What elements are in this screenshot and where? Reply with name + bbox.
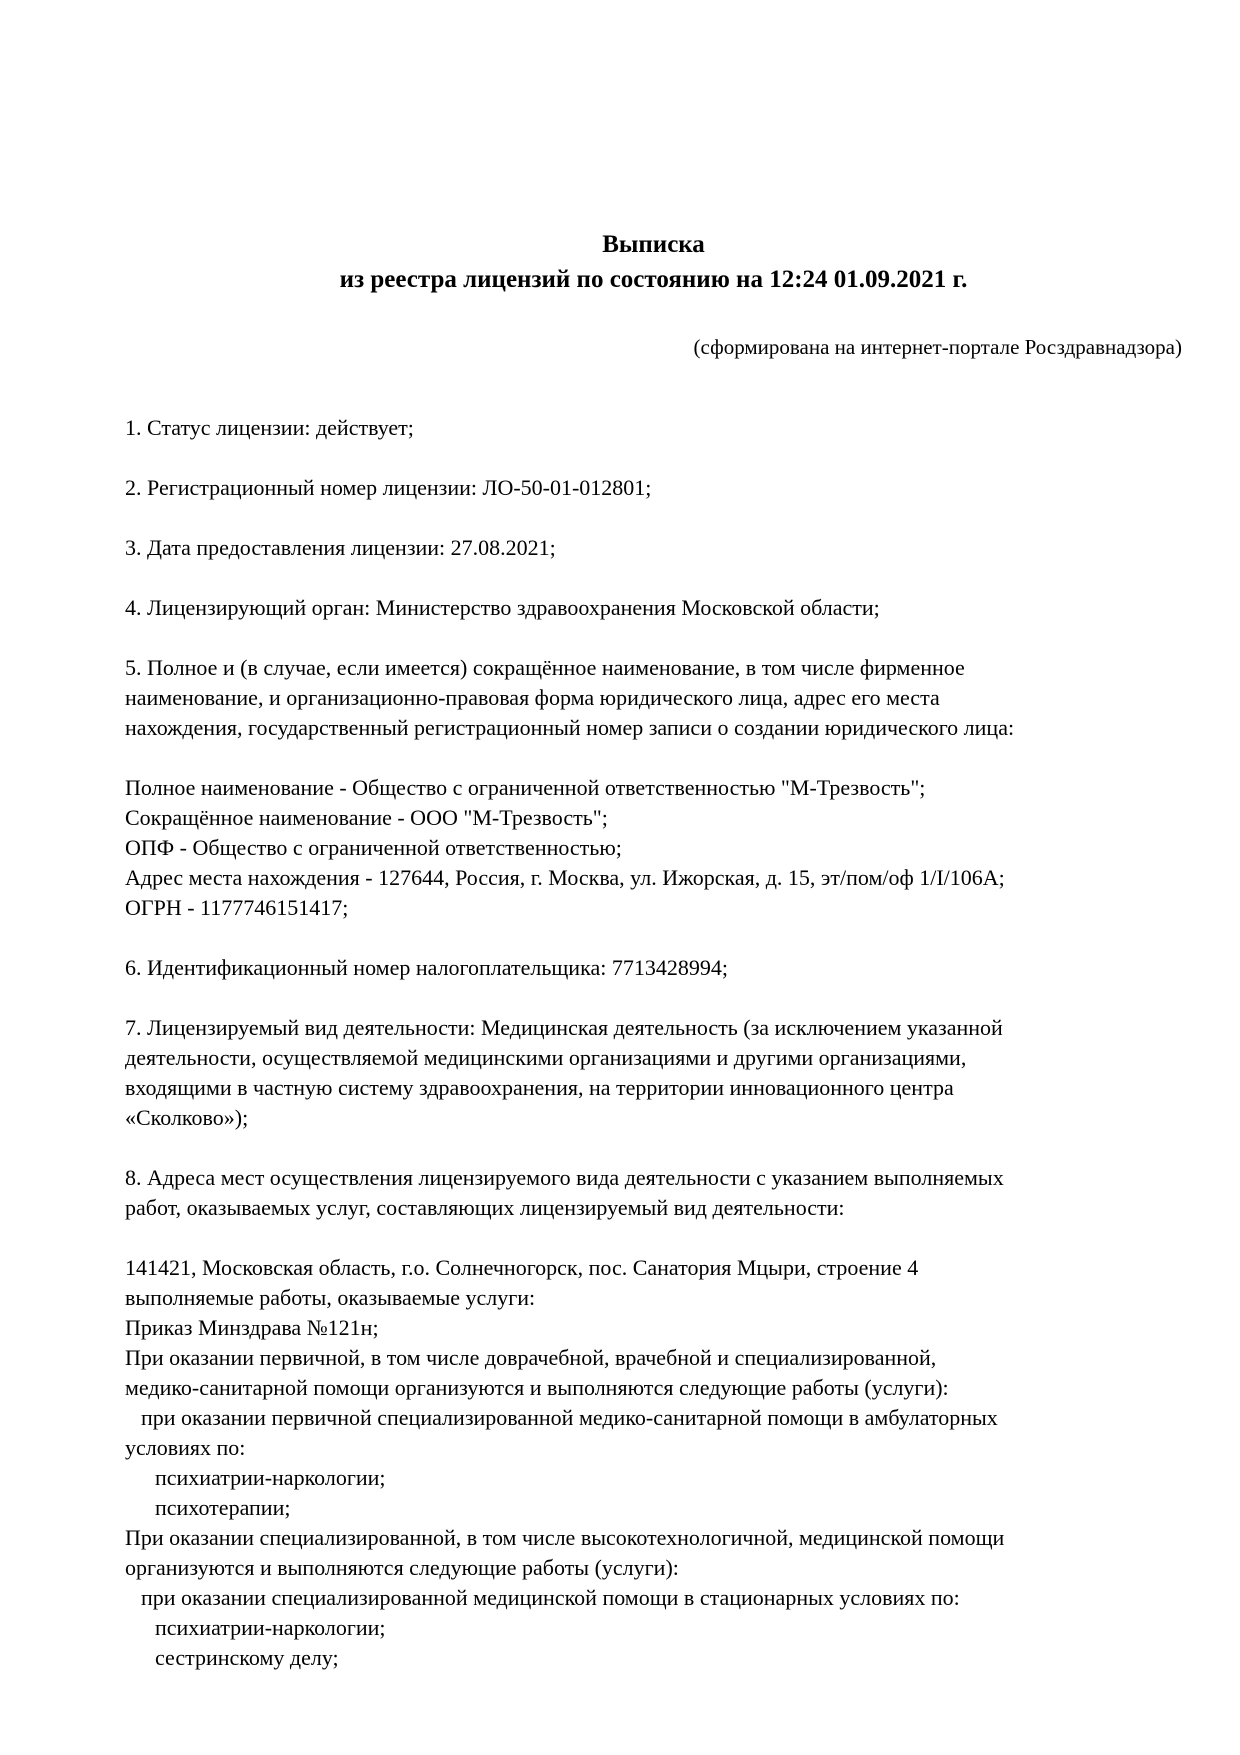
doc-line-item7: деятельности, осуществляемой медицинскими организациями и другими организациями, [125,1045,967,1070]
document-title-line2: из реестра лицензий по состоянию на 12:24 01.09.2021 г. [339,266,968,293]
doc-line-service: психиатрии-наркологии; [155,1465,386,1490]
doc-line-inn: 6. Идентификационный номер налогоплательщика: 7713428994; [125,955,728,980]
doc-line-primary-care: медико-санитарной помощи организуются и выполняются следующие работы (услуги): [125,1375,949,1400]
doc-line-ambulatory: условиях по: [125,1435,246,1460]
doc-line-specialized-care: При оказании специализированной, в том числе высокотехнологичной, медицинской помощи [125,1525,1005,1550]
doc-line-opf: ОПФ - Общество с ограниченной ответственностью; [125,835,622,860]
doc-line-item5: нахождения, государственный регистрационный номер записи о создании юридического лица: [125,715,1015,740]
doc-line-item7: входящими в частную систему здравоохранения, на территории инновационного центра [125,1075,954,1100]
doc-line-specialized-care: организуются и выполняются следующие работы (услуги): [125,1555,679,1580]
document-body [125,413,1182,1673]
doc-line-item7: «Сколково»); [125,1105,249,1130]
doc-line-service: сестринскому делу; [155,1645,339,1670]
doc-line-short-name: Сокращённое наименование - ООО "М-Трезвость"; [125,805,608,830]
doc-line-service: психиатрии-наркологии; [155,1615,386,1640]
doc-line-reg-number: 2. Регистрационный номер лицензии: ЛО-50-01-012801; [125,475,652,500]
doc-line-address: Адрес места нахождения - 127644, Россия, г. Москва, ул. Ижорская, д. 15, эт/пом/оф 1/I/106А; [125,865,1005,890]
doc-line-item5: наименование, и организационно-правовая форма юридического лица, адрес его места [125,685,940,710]
doc-line-authority: 4. Лицензирующий орган: Министерство здравоохранения Московской области; [125,595,880,620]
doc-line-works-header: выполняемые работы, оказываемые услуги: [125,1285,536,1310]
doc-line-work-address: 141421, Московская область, г.о. Солнечногорск, пос. Санатория Мцыри, строение 4 [125,1255,919,1280]
doc-line-full-name: Полное наименование - Общество с ограниченной ответственностью "М-Трезвость"; [125,775,926,800]
doc-line-item5: 5. Полное и (в случае, если имеется) сокращённое наименование, в том числе фирменное [125,655,965,680]
doc-line-item8: работ, оказываемых услуг, составляющих лицензируемый вид деятельности: [125,1195,845,1220]
doc-line-service: психотерапии; [155,1495,291,1520]
document-title [125,227,1182,297]
doc-line-ambulatory: при оказании первичной специализированной медико-санитарной помощи в амбулаторных [141,1405,998,1430]
document-subtitle: (сформирована на интернет-портале Росздравнадзора) [693,335,1182,359]
doc-line-stationary: при оказании специализированной медицинской помощи в стационарных условиях по: [141,1585,960,1610]
doc-line-ogrn: ОГРН - 1177746151417; [125,895,349,920]
doc-line-item8: 8. Адреса мест осуществления лицензируемого вида деятельности с указанием выполняемых [125,1165,1004,1190]
document-title-line1: Выписка [602,231,705,258]
doc-line-order: Приказ Минздрава №121н; [125,1315,379,1340]
doc-line-item7: 7. Лицензируемый вид деятельности: Медицинская деятельность (за исключением указанной [125,1015,1003,1040]
doc-line-primary-care: При оказании первичной, в том числе доврачебной, врачебной и специализированной, [125,1345,937,1370]
doc-line-status: 1. Статус лицензии: действует; [125,415,414,440]
doc-line-grant-date: 3. Дата предоставления лицензии: 27.08.2021; [125,535,556,560]
